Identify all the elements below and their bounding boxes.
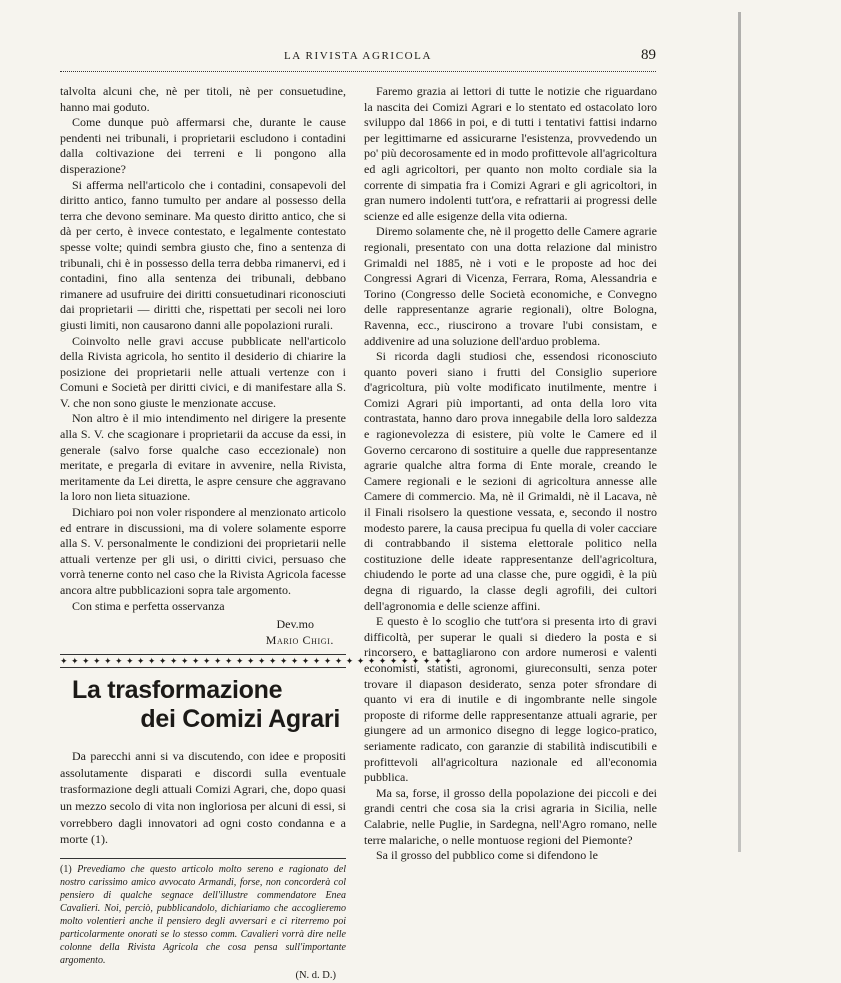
scan-edge-mark [738,12,741,852]
letter-paragraph: Come dunque può affermarsi che, durante le cause pendenti nei tribunali, i proprietarii escludono i contadini dalla coltivazione dei terreni e li pongono alla disperazione? [60,115,346,176]
running-title: LA RIVISTA AGRICOLA [283,50,433,62]
article-title-line1: La trasformazione [72,676,283,705]
letter-paragraph: Non altro è il mio intendimento nel dirigere la presente alla S. V. che scagionare i proprietarii da accuse da essi, in generale (salvo forse qualche caso eccezionale) non meritate, e pregarla di evitare in avvenire, nella Rivista, meritamente da Lei diretta, le aspre censure che aggravano la loro non lieta situazione. [60,411,346,504]
footnote-text: Prevediamo che questo articolo molto sereno e ragionato del nostro carissimo amico avvocato Armandi, forse, non concorderà col pensiero di qualche segnace dell'illustre commendatore Enea Cavalieri. Noi, perciò, pubblicandolo, dichiariamo che accoglieremo molto volentieri anche il pensiero degli avversari e ci riterremo poi particolarmente onorati se lo stesso comm. Cavalieri vorrà dire nelle colonne della Rivista Agricola che cosa pensa sull'importante argomento. [60,863,347,966]
article-body [60,748,346,848]
header-rule [60,71,656,72]
footnote-number: (1) [60,863,72,875]
left-column [60,84,453,983]
article-paragraph: Si ricorda dagli studiosi che, essendosi riconosciuto quanto poveri siano i frutti del Consiglio superiore d'agricoltura, più volte modificato inutilmente, mentre i Comizi Agrari più importanti, ad onta della loro vita contrastata, hanno daro prova innegabile della loro saldezza e ragionevolezza di esistere, più volte le Camere ed il Governo cercarono di sostituire a quelle due rappresentanze agrarie qualche altra forma di Ente morale, creando le Camere regionali e le sezioni di agricoltura annesse alle Camere di commercio. Ma, nè il Grimaldi, nè il Lacava, nè il Finali risolsero la questione vessata, e, secondo il nostro modesto parere, la causa precipua fu quella di voler cacciare di contrabbando il sistema elettorale politico nella costituzione delle ideate rappresentanze dell'agricoltura, chiudendo le porte ad una classe che, pure oggidì, è la più degna di riguardo, la classe degli agrofili, dei cultori dell'agronomia e delle scienze affini. [364,349,657,613]
footnote [60,863,346,967]
article-title [60,676,346,734]
right-column [364,84,657,864]
article-intro: Da parecchi anni si va discutendo, con idee e propositi assolutamente disparati e discordi sulla eventuale trasformazione degli attuali Comizi Agrari, che, dopo quasi un mezzo secolo di vita non ingloriosa per alcuni di essi, si vorrebbero dagli innovatori ad ogni costo condanna e a morte (1). [60,749,346,847]
article-paragraph: E questo è lo scoglio che tutt'ora si presenta irto di gravi difficoltà, per superar le quali si diedero la posta e si rincorsero, e battagliarono con ardore numerosi e valenti economisti, statisti, agronomi, giureconsulti, senza poter trovare il diapason desiderato, senza poter sfrondare di quanto vi era di inutile e di ingombrante nelle singole proposte di riforme delle rappresentanze attuali agrarie, per giungere ad un armonico disegno di legge logico-pratico, seriamente radicato, con garanzie di stabilità indiscutibili e profittevoli all'agricoltura nazionale ed all'economia pubblica. [364,614,657,785]
article-paragraph: Ma sa, forse, il grosso della popolazione dei piccoli e dei grandi centri che cosa sia la crisi agraria in Sicilia, nelle Calabrie, nelle Puglie, in Sardegna, nell'Agro romano, nelle terre malariche, o nelle montuose regioni del Piemonte? [364,785,657,847]
letter-paragraph: Coinvolto nelle gravi accuse pubblicate nell'articolo della Rivista agricola, ho sentito il desiderio di chiarire la posizione dei proprietarii nelle attuali vertenze con i Comuni e Società per diritti civici, e di manifestare alla S. V. che non sono giuste le menzionate accuse. [60,333,346,410]
letter-closing: Con stima e perfetta osservanza [72,598,225,613]
article-paragraph: Diremo solamente che, nè il progetto delle Camere agrarie regionali, presentato con una dotta relazione dal ministro Grimaldi nel 1885, nè i voti e le proposte ad hoc dei Congressi Agrari di Vicenza, Ferrara, Roma, Alessandria e Torino (Congresso delle Società economiche, e Convegno delle rappresentanze agrarie regionali), oltre Bologna, Ravenna, ecc., riuscirono a trovare l'ubi consistam, e addivenire ad una soluzione dell'arduo problema. [364,224,657,348]
page-header [60,47,656,66]
signature-greeting: Dev.mo [276,617,314,632]
footnote-rule [60,858,346,859]
letter-paragraph: Dichiaro poi non voler rispondere al menzionato articolo ed entrare in discussioni, ma di volere solamente esporre alla S. V. personalmente le condizioni dei proprietarii nelle attuali vertenze per gli usi, o diritti civici, persuaso che vorrà tenerne conto nel caso che la Rivista Agricola facesse ancora altre pubblicazioni sopra tale argomento. [60,505,346,597]
footnote-signature: (N. d. D.) [295,969,336,981]
signature-name: Mario Chigi. [265,633,334,648]
article-title-line2: dei Comizi Agrari [140,705,340,734]
letter-signature [60,616,346,648]
letter-paragraph: talvolta alcuni che, nè per titoli, nè per consuetudine, hanno mai goduto. [60,84,346,114]
article-paragraph: Faremo grazia ai lettori di tutte le notizie che riguardano la nascita dei Comizi Agrari e lo stentato ed ostacolato loro sviluppo dal 1866 in poi, e di tutti i tentativi fattisi indarno per legittimarne ed assicurarne l'esistenza, provvedendo un po' più decorosamente ed in modo profittevole all'agricoltura ed agli agricoltori, per quanto non molto cordiale sia la corrente di simpatia fra i Comizi Agrari e gli agricoltori, in gran numero indolenti tutt'ora, e refrattarii ai progressi delle scienze ed alle esigenze della vita odierna. [364,84,657,223]
letter-paragraph: Si afferma nell'articolo che i contadini, consapevoli del diritto antico, fanno tumulto per andare al possesso della terra che devono seminare. Ma questo diritto antico, che si dà per certo, è invece contestato, e legalmente contestato spesse volte; quindi sembra giusto che, fino a sentenza di tribunali, chi è in possesso della terra debba rimanervi, ed i contadini, fino alla sentenza dei tribunali, debbano rimanere ad usufruire dei diritti consuetudinari riconosciuti dai proprietarii — diritti che, rispettati per secoli nei loro giusti limiti, non causarono danni alle popolazioni rurali. [60,177,346,332]
page-number: 89 [641,47,656,63]
section-ornament: ✦ ✦ ✦ ✦ ✦ ✦ ✦ ✦ ✦ ✦ ✦ ✦ ✦ ✦ ✦ ✦ ✦ ✦ ✦ ✦ ✦ ✦ ✦ ✦ ✦ ✦ ✦ ✦ ✦ ✦ ✦ ✦ ✦ ✦ ✦ ✦ [60,656,453,667]
article-paragraph: Sa il grosso del pubblico come si difendono le [376,848,598,863]
